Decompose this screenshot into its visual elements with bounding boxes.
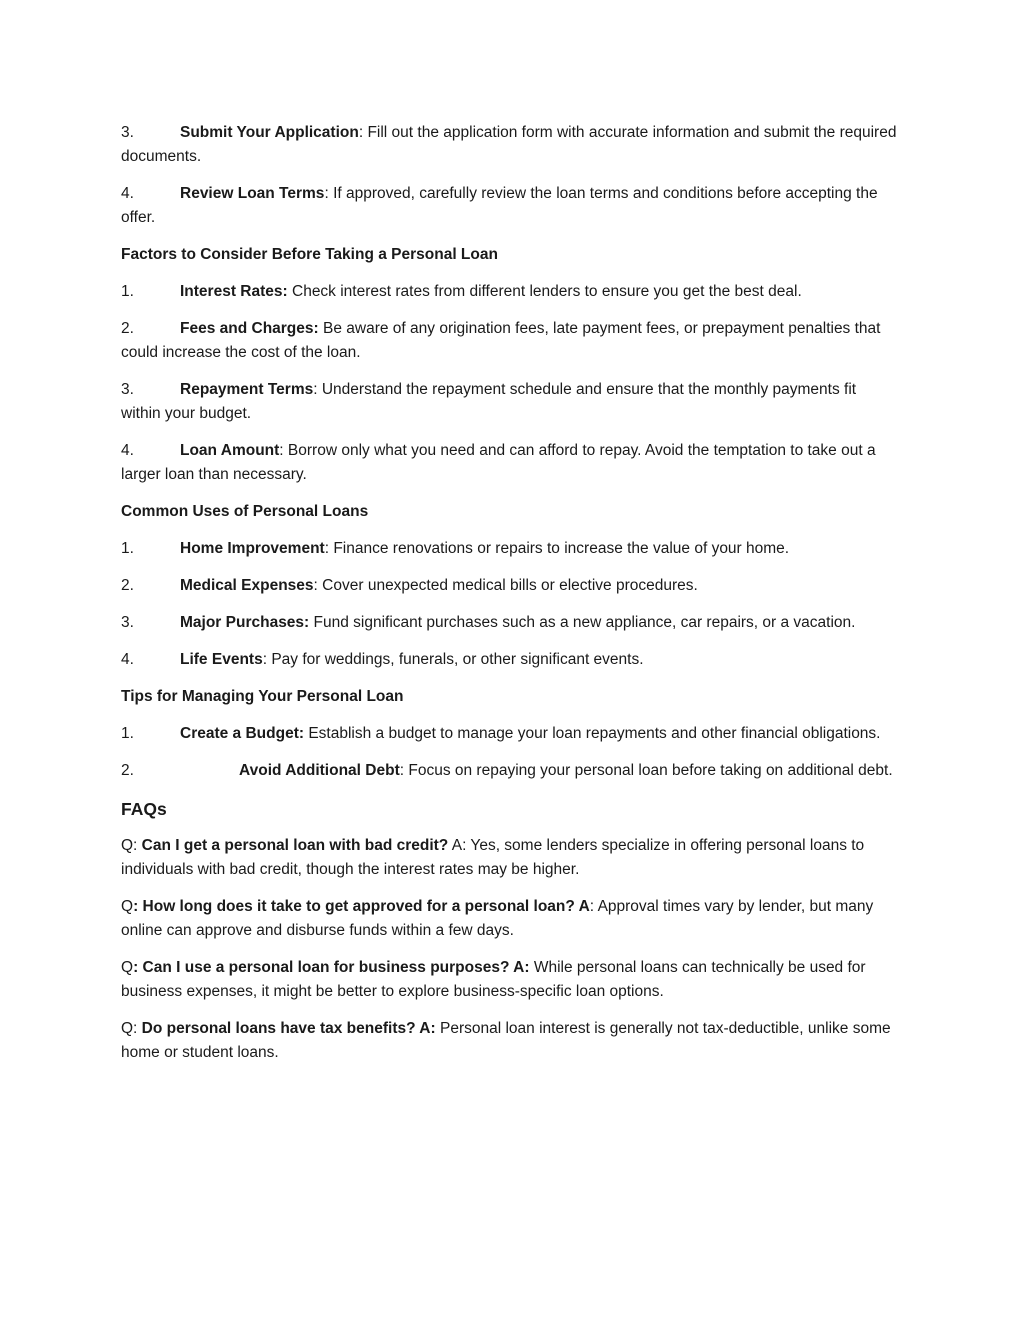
item-number: 4. <box>121 442 134 459</box>
question-label: Q <box>121 959 134 976</box>
answer-text: While personal loans can technically be used for business expenses, it might be better to explore business-specific loan options. <box>121 959 866 1000</box>
item-title: Create a Budget: <box>180 725 305 742</box>
question-text: : Can I use a personal loan for business purposes? A: <box>133 959 530 976</box>
item-number: 2. <box>121 320 134 337</box>
list-item <box>121 648 897 672</box>
item-title: Loan Amount <box>180 442 280 459</box>
item-text: Fund significant purchases such as a new appliance, car repairs, or a vacation. <box>313 614 856 631</box>
item-separator: : <box>324 540 334 557</box>
item-text: Pay for weddings, funerals, or other significant events. <box>271 651 644 668</box>
item-text: Establish a budget to manage your loan repayments and other financial obligations. <box>308 725 881 742</box>
item-text: Be aware of any origination fees, late payment fees, or prepayment penalties that could increase the cost of the loan. <box>121 320 881 361</box>
answer-label: A: <box>448 837 471 854</box>
question-text: Can I get a personal loan with bad credit? <box>141 837 449 854</box>
list-item <box>121 574 897 598</box>
item-title: Review Loan Terms <box>180 185 325 202</box>
question-label: Q: <box>121 1020 142 1037</box>
question-label: Q: <box>121 837 142 854</box>
section-heading-tips: Tips for Managing Your Personal Loan <box>121 688 404 705</box>
item-number: 1. <box>121 725 134 742</box>
item-title: Life Events <box>180 651 263 668</box>
item-separator: : <box>358 124 368 141</box>
document-body <box>121 121 897 1078</box>
item-number: 1. <box>121 540 134 557</box>
item-separator: : <box>313 381 322 398</box>
answer-text: Yes, some lenders specialize in offering personal loans to individuals with bad credit, though the interest rates may be higher. <box>121 837 865 878</box>
item-text: Focus on repaying your personal loan before taking on additional debt. <box>408 762 893 779</box>
item-number: 1. <box>121 283 134 300</box>
list-item <box>121 722 897 746</box>
question-text: : How long does it take to get approved for a personal loan? A <box>133 898 590 915</box>
item-separator: : <box>324 185 334 202</box>
item-title: Repayment Terms <box>180 381 314 398</box>
item-text: Check interest rates from different lenders to ensure you get the best deal. <box>292 283 802 300</box>
item-text: Borrow only what you need and can afford to repay. Avoid the temptation to take out a larger loan than necessary. <box>121 442 876 483</box>
question-label: Q <box>121 898 134 915</box>
item-separator: : <box>262 651 272 668</box>
list-item <box>121 378 897 426</box>
item-text: Fill out the application form with accurate information and submit the required documents. <box>121 124 897 165</box>
faq-item <box>121 895 897 943</box>
section-heading-factors: Factors to Consider Before Taking a Personal Loan <box>121 246 498 263</box>
item-text: Finance renovations or repairs to increase the value of your home. <box>333 540 790 557</box>
section-heading-faqs: FAQs <box>121 799 167 819</box>
item-number: 3. <box>121 124 134 141</box>
question-text: Do personal loans have tax benefits? A: <box>141 1020 436 1037</box>
item-text: If approved, carefully review the loan terms and conditions before accepting the offer. <box>121 185 878 226</box>
list-item <box>121 121 897 169</box>
faq-item <box>121 1017 897 1065</box>
item-separator: : <box>399 762 409 779</box>
list-item <box>121 280 897 304</box>
list-item <box>121 537 897 561</box>
faq-item <box>121 834 897 882</box>
item-number: 2. <box>121 762 134 779</box>
answer-text: Approval times vary by lender, but many online can approve and disburse funds within a few days. <box>121 898 874 939</box>
item-number: 3. <box>121 614 134 631</box>
item-number: 4. <box>121 651 134 668</box>
list-item <box>121 759 897 783</box>
item-title: Medical Expenses <box>180 577 314 594</box>
answer-text: Personal loan interest is generally not tax-deductible, unlike some home or student loans. <box>121 1020 891 1061</box>
list-item <box>121 317 897 365</box>
answer-label: : <box>589 898 598 915</box>
item-title: Submit Your Application <box>180 124 359 141</box>
item-title: Fees and Charges: <box>180 320 319 337</box>
item-title: Home Improvement <box>180 540 325 557</box>
item-number: 3. <box>121 381 134 398</box>
section-heading-uses: Common Uses of Personal Loans <box>121 503 369 520</box>
item-title: Major Purchases: <box>180 614 310 631</box>
item-number: 2. <box>121 577 134 594</box>
list-item <box>121 182 897 230</box>
faq-item <box>121 956 897 1004</box>
item-text: Cover unexpected medical bills or elective procedures. <box>322 577 698 594</box>
item-title: Interest Rates: <box>180 283 288 300</box>
item-separator: : <box>279 442 288 459</box>
item-separator: : <box>313 577 323 594</box>
list-item <box>121 439 897 487</box>
list-item <box>121 611 897 635</box>
item-number: 4. <box>121 185 134 202</box>
item-title: Avoid Additional Debt <box>239 762 400 779</box>
item-text: Understand the repayment schedule and ensure that the monthly payments fit within your budget. <box>121 381 857 422</box>
